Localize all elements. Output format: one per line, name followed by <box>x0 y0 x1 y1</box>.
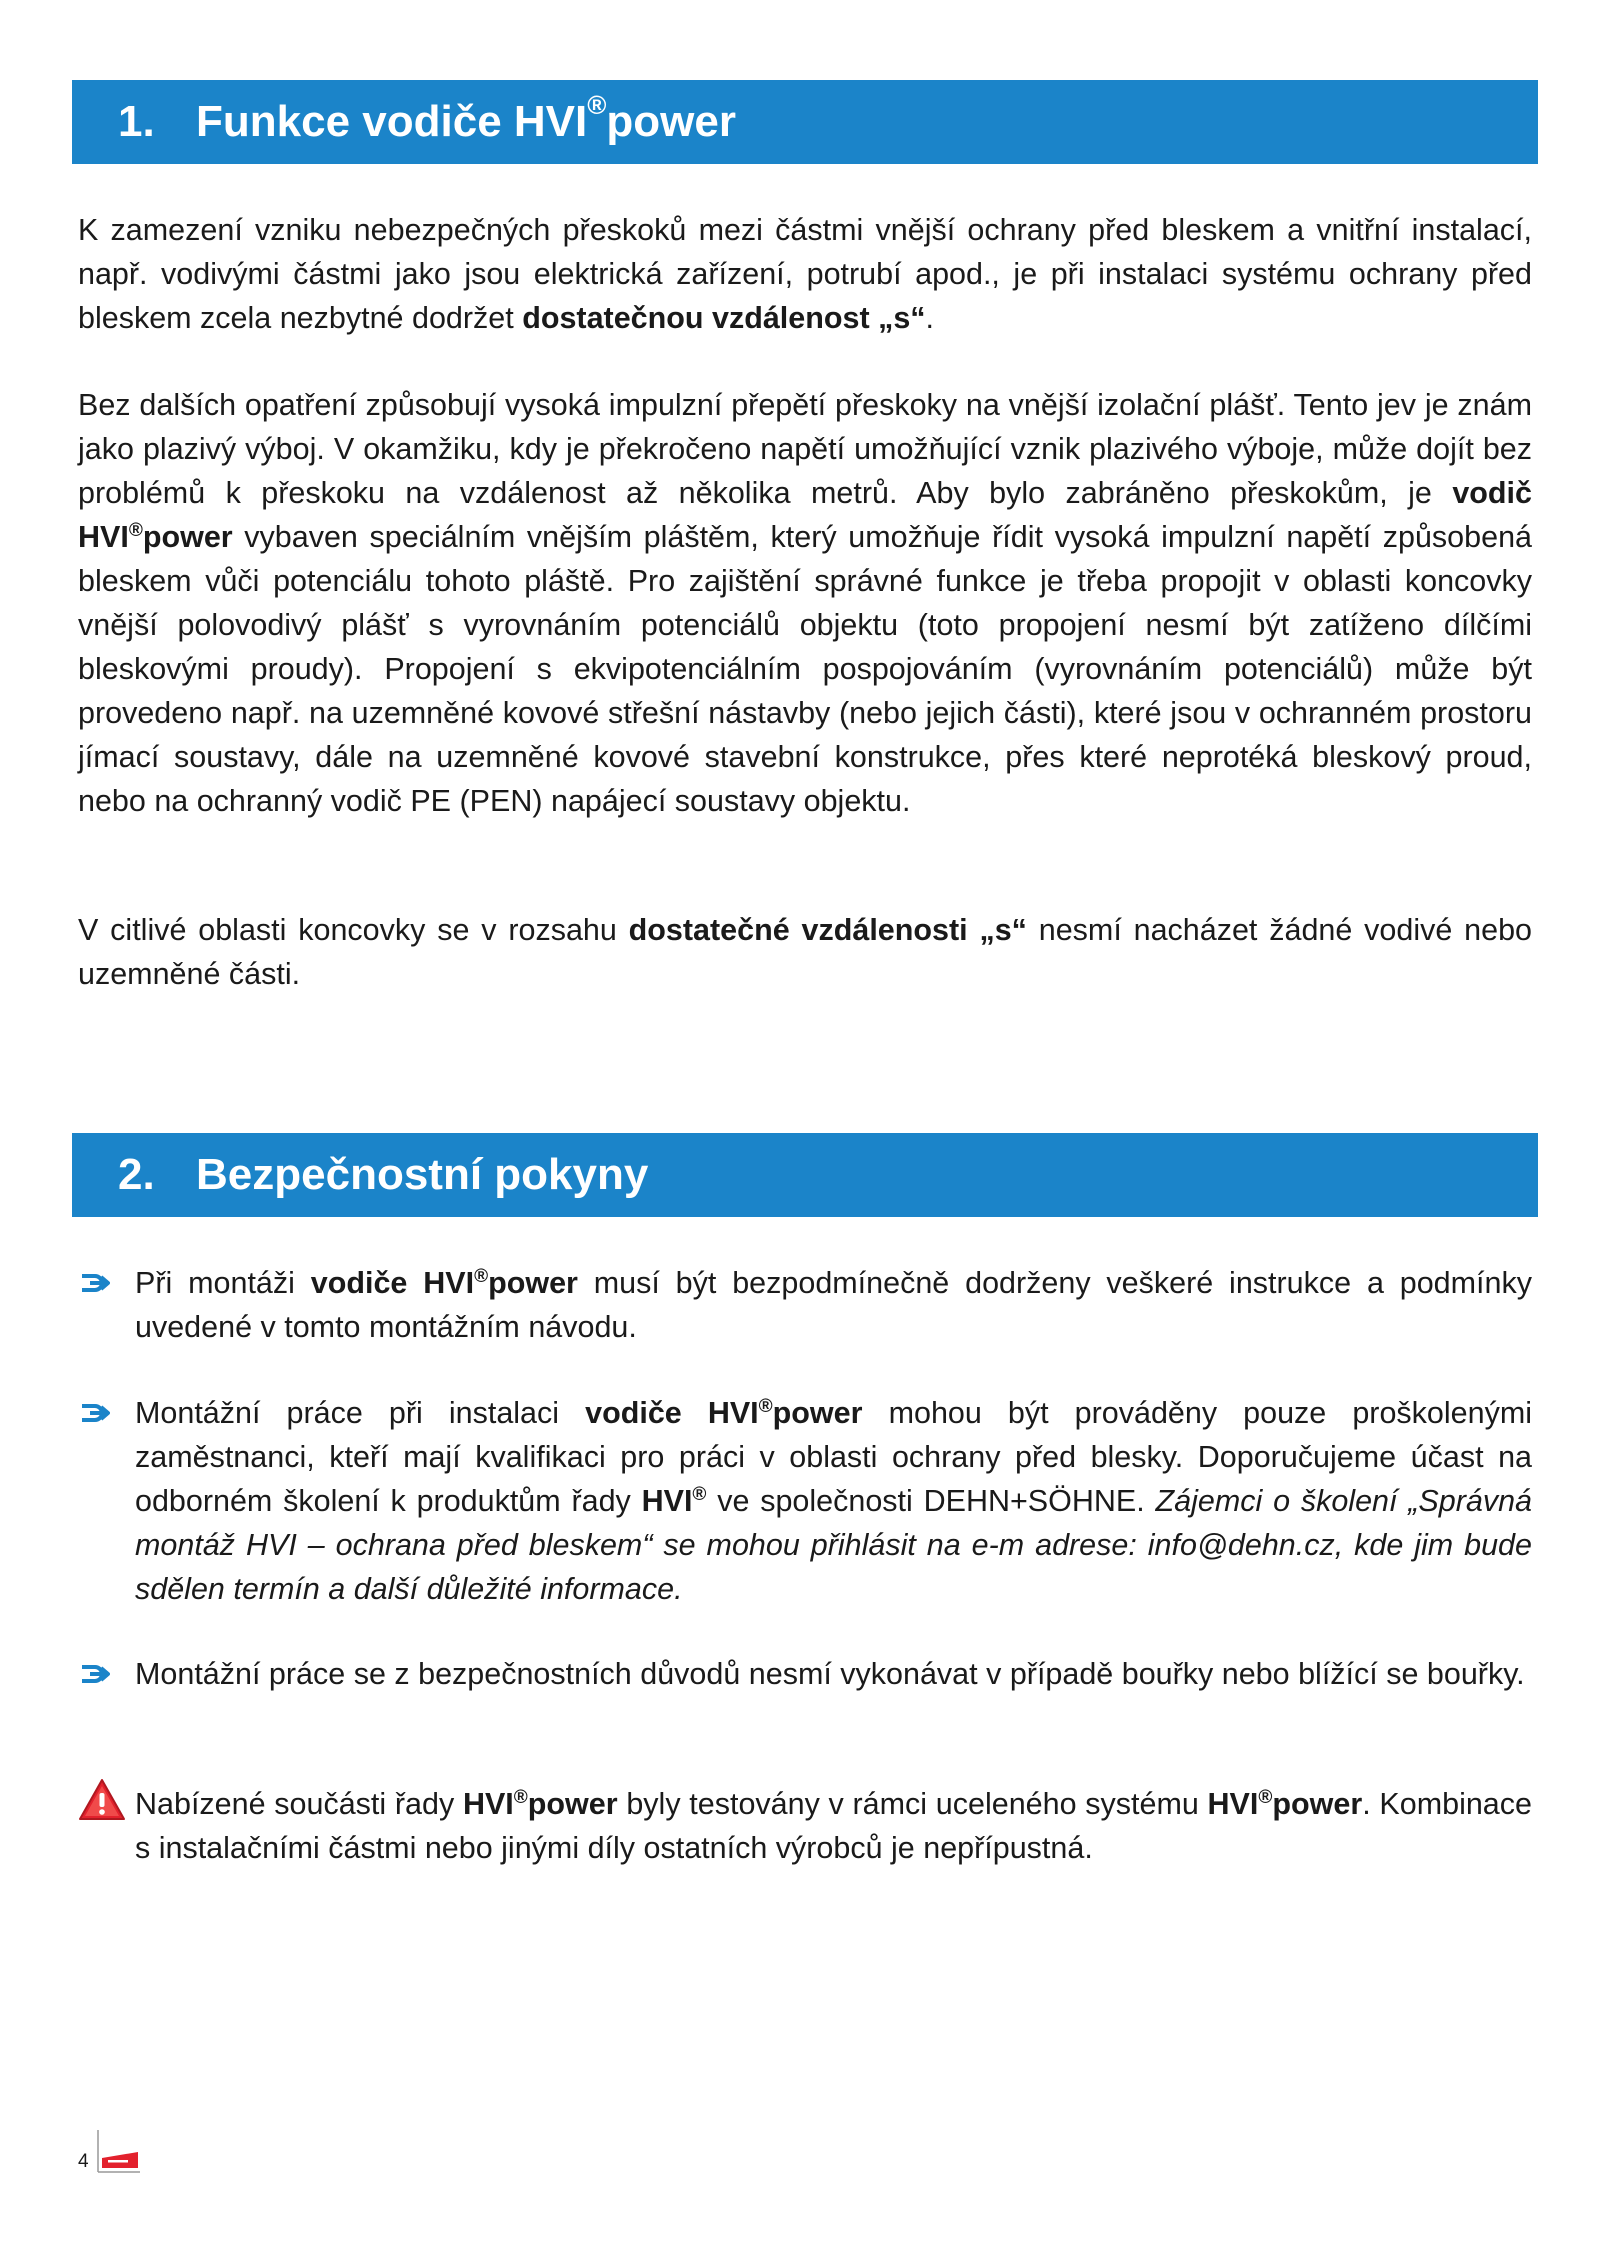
section-2-header <box>72 1133 1538 1217</box>
bullet-item-2 <box>78 1391 1532 1611</box>
warning-item <box>78 1782 1532 1870</box>
section-1-paragraph-1 <box>78 208 1532 340</box>
section-2-title: Bezpečnostní pokyny <box>196 1150 649 1199</box>
bold-term: vodič HVI <box>78 476 1532 554</box>
text-run: byly testovány v rámci uceleného systému <box>617 1787 1208 1821</box>
text-run: Bez dalších opatření způsobují vysoká impulzní přepětí přeskoky na vnější izolační plášť. Tento jev je znám jako plazivý výboj. V okamžiku, kdy je překročeno napětí umožňující vznik plazivého výboje, může dojít bez problémů k přeskoku na vzdálenost až několika metrů. Aby bylo zabráněno přeskokům, je <box>78 388 1532 510</box>
section-1-title <box>196 90 736 146</box>
text-run: K zamezení vzniku nebezpečných přeskoků mezi částmi vnější ochrany před bleskem a vnitřní instalací, např. vodivými částmi jako jsou elektrická zařízení, potrubí apod., je při instalaci systému ochrany před bleskem zcela nezbytné dodržet <box>78 213 1532 335</box>
section-1-paragraph-2 <box>78 383 1532 823</box>
italic-note: Zájemci o školení „Správná montáž HVI – ochrana před bleskem“ se mohou přihlásit na e-m adrese: info@dehn.cz, kde jim bude sdělen termín a další důležité informace. <box>135 1484 1533 1606</box>
text-run: Nabízené součásti řady <box>135 1787 463 1821</box>
text-run: V citlivé oblasti koncovky se v rozsahu <box>78 913 629 947</box>
section-1-number: 1. <box>118 97 155 146</box>
text-run: musí být bezpodmínečně dodrženy veškeré instrukce a podmínky uvedené v tomto montážním návodu. <box>135 1266 1532 1344</box>
bold-term: HVI <box>641 1484 693 1518</box>
text-run: Při montáži <box>135 1266 311 1300</box>
text-run: Montážní práce při instalaci <box>135 1396 586 1430</box>
registered-mark: ® <box>1258 1786 1273 1808</box>
registered-mark: ® <box>513 1786 528 1808</box>
bullet-text <box>135 1391 1532 1611</box>
bold-term: power <box>527 1787 618 1821</box>
bold-term: dostatečnou vzdálenost „s“ <box>522 301 926 335</box>
bold-term: vodiče HVI <box>585 1396 759 1430</box>
warning-text <box>135 1782 1532 1870</box>
arrow-bullet-icon <box>78 1397 110 1429</box>
arrow-bullet-icon <box>78 1658 110 1690</box>
bullet-item-1 <box>78 1261 1532 1349</box>
section-1-title-text: Funkce vodiče HVI <box>196 97 588 146</box>
registered-mark: ® <box>692 1483 707 1505</box>
bold-term: power <box>772 1396 863 1430</box>
bullet-text <box>135 1261 1532 1349</box>
warning-icon <box>78 1778 126 1822</box>
text-run: vybaven speciálním vnějším pláštěm, který umožňuje řídit vysoká impulzní napětí způsobená bleskem vůči potenciálu tohoto pláště. Pro zajištění správné funkce je třeba propojit v oblasti koncovky vnější polovodivý plášť s vyrovnáním potenciálů objektu (toto propojení nesmí být zatíženo dílčími bleskovými proudy). Propojení s ekvipotenciálním pospojováním (vyrovnáním potenciálů) může být provedeno např. na uzemněné kovové střešní nástavby (nebo jejich části), které jsou v ochranném prostoru jímací soustavy, dále na uzemněné kovové stavební konstrukce, přes které neprotéká bleskový proud, nebo na ochranný vodič PE (PEN) napájecí soustavy objektu. <box>78 520 1532 818</box>
section-1-title-suffix: power <box>606 97 736 146</box>
bullet-item-3 <box>78 1652 1532 1696</box>
registered-mark: ® <box>587 90 607 121</box>
section-2-number: 2. <box>118 1150 155 1199</box>
registered-mark: ® <box>758 1395 773 1417</box>
text-run: nesmí nacházet žádné vodivé nebo uzemněné části. <box>78 913 1532 991</box>
bold-term: dostatečné vzdálenosti „s“ <box>628 913 1027 947</box>
text-run: . <box>925 301 935 335</box>
registered-mark: ® <box>128 519 143 541</box>
section-1-header <box>72 80 1538 164</box>
bold-term: HVI <box>462 1787 514 1821</box>
bold-term: vodiče HVI <box>310 1266 475 1300</box>
section-1-paragraph-3 <box>78 908 1532 996</box>
text-run: . Kombinace s instalačními částmi nebo jinými díly ostatních výrobců je nepřípustná. <box>135 1787 1532 1865</box>
registered-mark: ® <box>474 1265 489 1287</box>
text-run: mohou být prováděny pouze proškolenými zaměstnanci, kteří mají kvalifikaci pro práci v oblasti ochrany před blesky. Doporučujeme účast na odborném školení k produktům řady <box>135 1396 1533 1518</box>
bold-term: power <box>1272 1787 1363 1821</box>
bold-term: power <box>142 520 233 554</box>
bold-term: power <box>488 1266 578 1300</box>
dehn-logo-icon <box>96 2128 142 2174</box>
text-run: ve společnosti DEHN+SÖHNE. <box>706 1484 1156 1518</box>
bullet-text: Montážní práce se z bezpečnostních důvodů nesmí vykonávat v případě bouřky nebo blížící se bouřky. <box>135 1657 1525 1691</box>
bold-term: HVI <box>1207 1787 1259 1821</box>
page-number: 4 <box>78 2151 89 2172</box>
arrow-bullet-icon <box>78 1267 110 1299</box>
